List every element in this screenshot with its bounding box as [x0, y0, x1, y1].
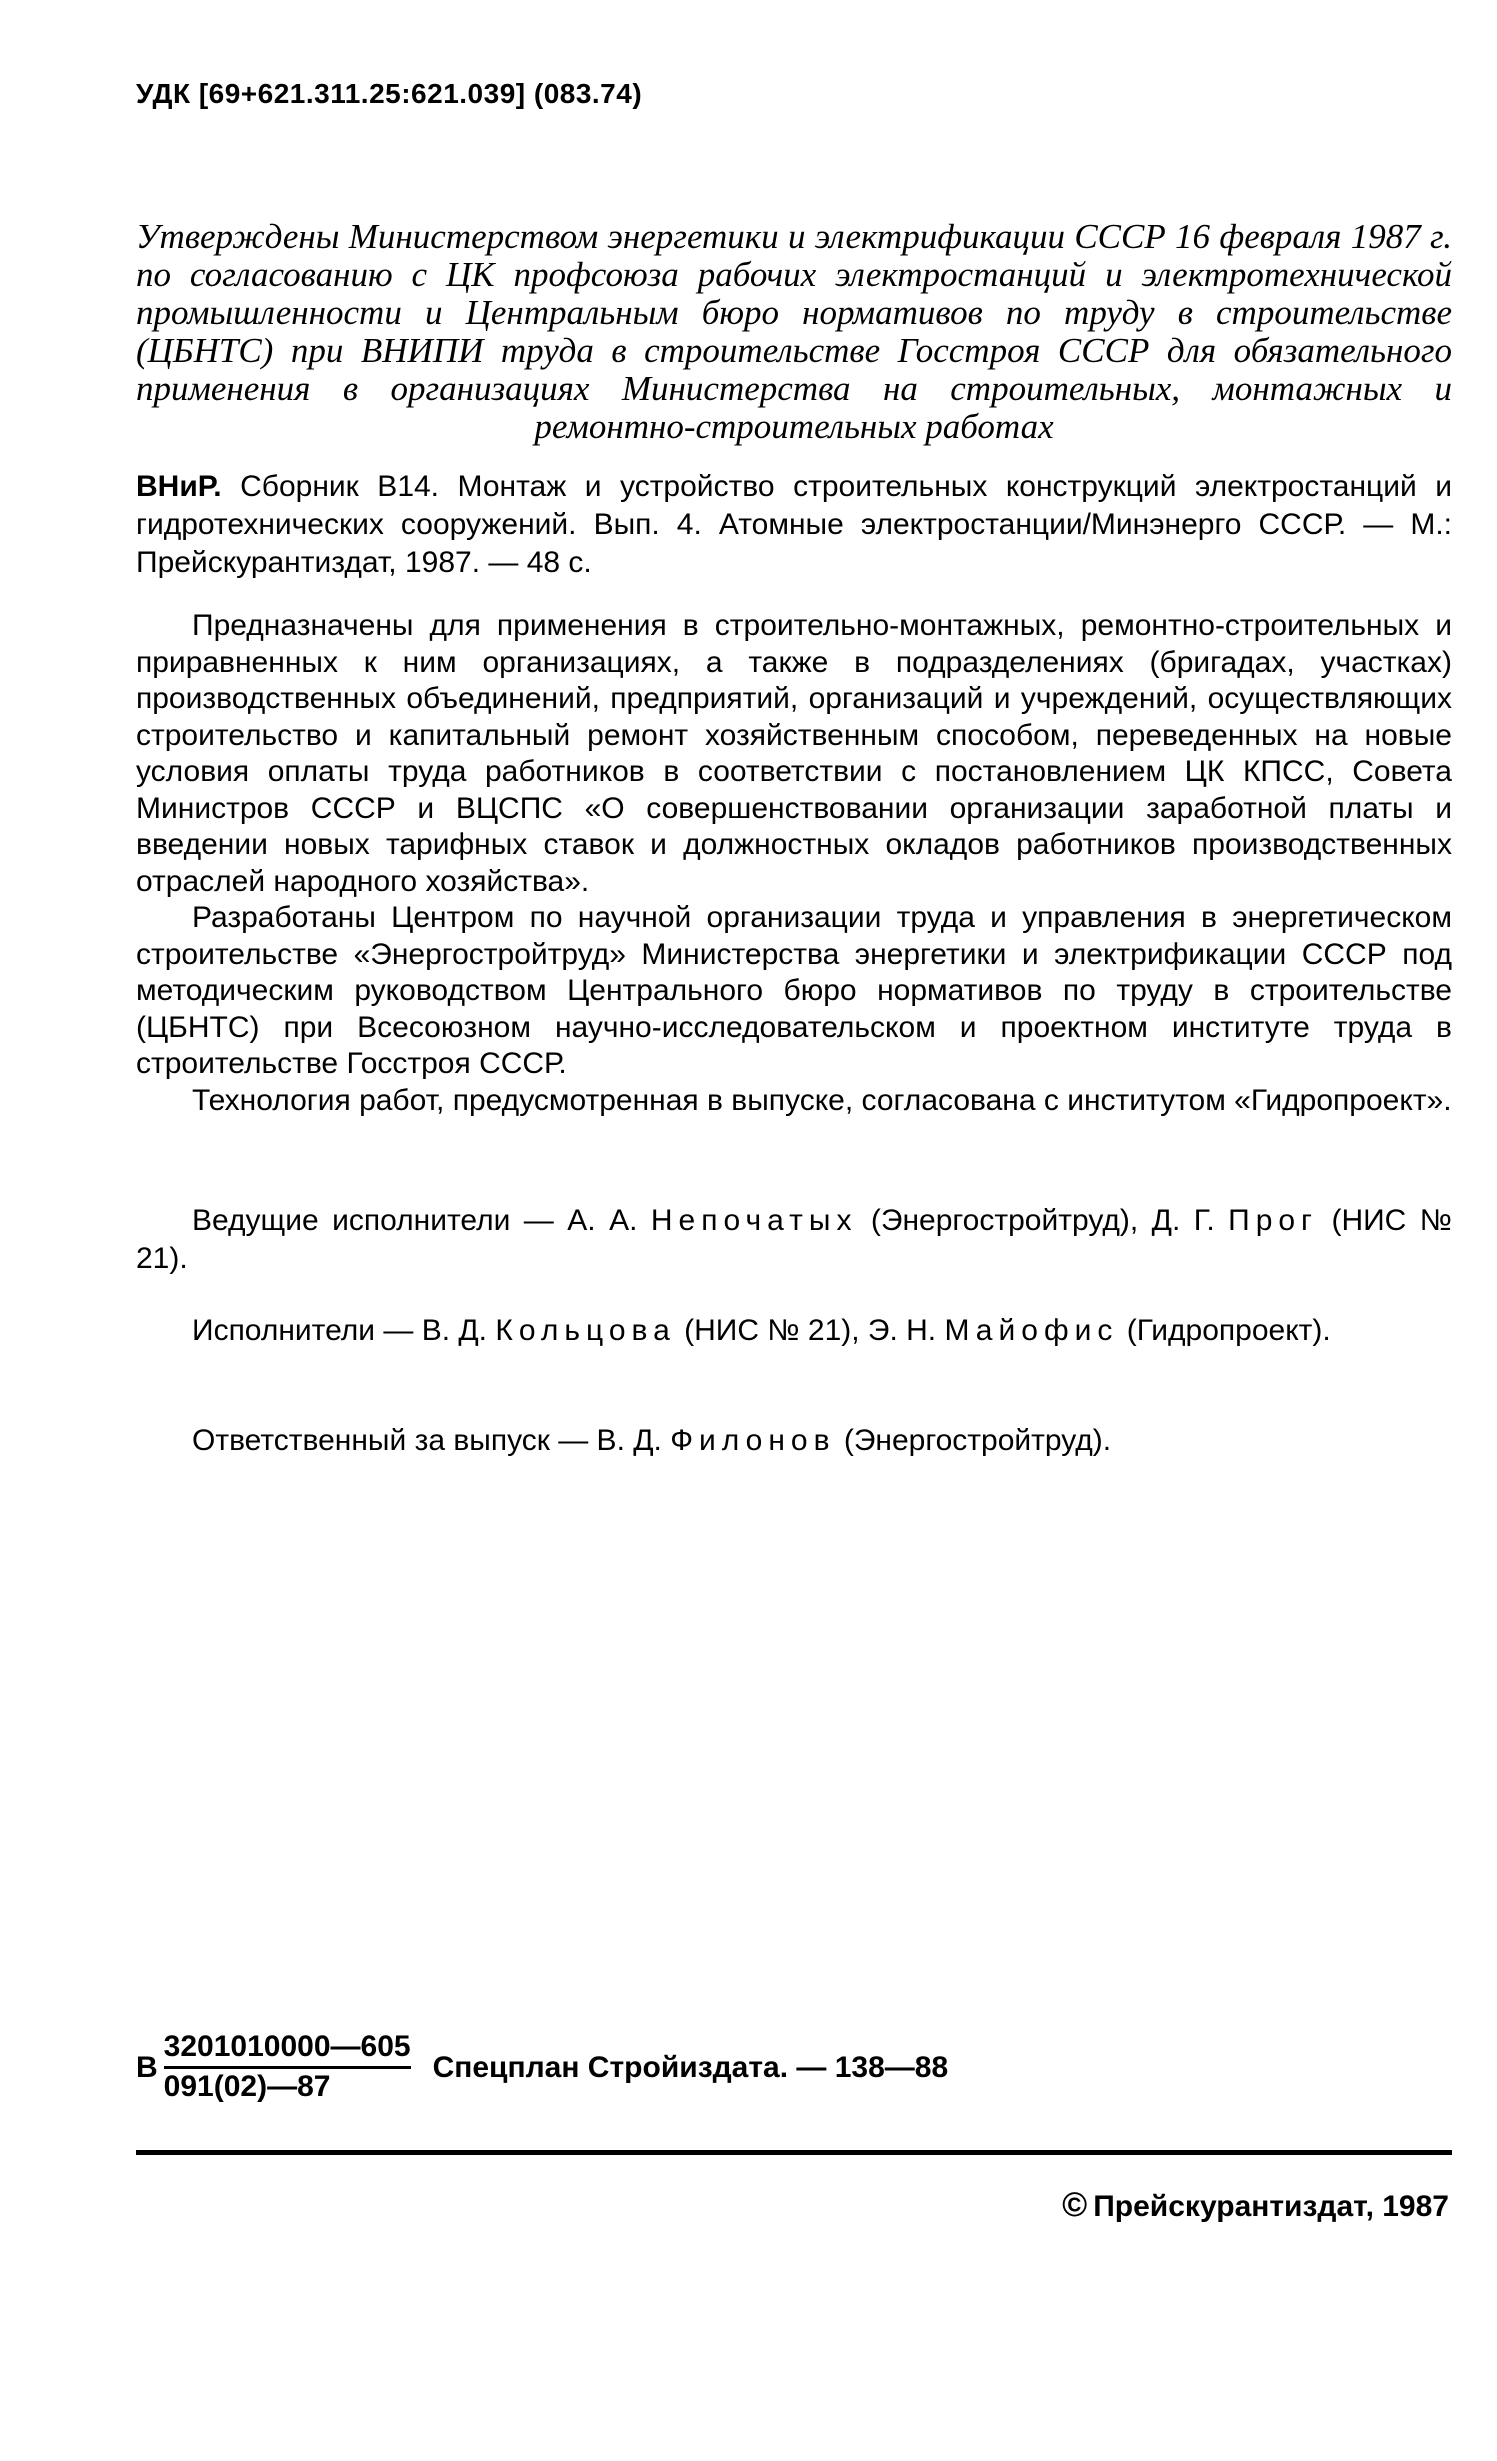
executors-name-1: Кольцова [495, 1314, 676, 1347]
lead-name-1: Непочатых [650, 1204, 858, 1237]
code-fraction [164, 2030, 411, 2105]
lead-mid: (Энергострoйтруд), Д. Г. [857, 1204, 1229, 1237]
code-denominator: 091(02)—87 [163, 2070, 331, 2103]
responsible-editor [136, 1422, 1452, 1460]
bibliographic-entry [136, 468, 1452, 582]
lead-executors [136, 1202, 1452, 1278]
responsible-tail: (Энергострoйтруд). [835, 1424, 1112, 1457]
main-text [136, 608, 1452, 1119]
copyright [1062, 2186, 1449, 2225]
copyright-icon: © [1062, 2186, 1088, 2224]
executors-label: Исполнители — В. Д. [192, 1314, 496, 1347]
code-label: Спецплан Стройиздата. — 138—88 [432, 2050, 949, 2084]
divider-line [136, 2150, 1452, 2155]
lead-label: Ведущие исполнители — А. А. [192, 1204, 651, 1237]
executors-tail: (Гидропроект). [1118, 1314, 1331, 1347]
code-letter: В [136, 2050, 158, 2084]
copyright-text: Прейскурантиздат, 1987 [1093, 2190, 1449, 2223]
lead-tail: (НИС № 21). [136, 1204, 1452, 1275]
executors-name-2: Майофис [944, 1314, 1119, 1347]
executors [136, 1312, 1452, 1350]
paragraph-developers: Разработаны Центром по научной организации труда и управления в энергетическом строительстве «Энергострoйтруд» Министерства энергетики и электрификации СССР под методическим руководством Центрального бюро нормативов по труду в строительстве (ЦБНТС) при Всесоюзном научно-исследовательском и проектном институте труда в строительстве Госстроя СССР. [136, 901, 1452, 1080]
responsible-name: Филонов [670, 1424, 836, 1457]
lead-name-2: Прог [1228, 1204, 1318, 1237]
paragraph-technology: Технология работ, предусмотренная в выпуске, согласована с институтом «Гидропроект». [192, 1083, 1452, 1117]
code-numerator: 3201010000—605 [164, 2030, 411, 2069]
approval-note: Утверждены Министерством энергетики и электрификации СССР 16 февраля 1987 г. по согласованию с ЦК профсоюза рабочих электростанций и электротехнической промышленности и Центральным бюро нормативов по труду в строительстве (ЦБНТС) при ВНИПИ труда в строительстве Госстроя СССР для обязательного применения в организациях Министерства на строительных, монтажных и ремонтно-строительных работах [136, 217, 1452, 446]
responsible-label: Ответственный за выпуск — В. Д. [192, 1424, 671, 1457]
bib-title: ВНиР. [136, 470, 222, 503]
executors-mid: (НИС № 21), Э. Н. [675, 1314, 945, 1347]
publication-code [136, 2030, 948, 2105]
udk-code: УДК [69+621.311.25:621.039] (083.74) [136, 78, 643, 109]
bib-text: Сборник В14. Монтаж и устройство строительных конструкций электростанций и гидротехнических сооружений. Вып. 4. Атомные электростанции/Минэнерго СССР. — М.: Прейскурантиздат, 1987. — 48 с. [136, 470, 1452, 579]
paragraph-purpose: Предназначены для применения в строительно-монтажных, ремонтно-строительных и приравненных к ним организациях, а также в подразделениях (бригадах, участках) производственных объединений, предприятий, организаций и учреждений, осуществляющих строительство и капитальный ремонт хозяйственным способом, переведенных на новые условия оплаты труда работников в соответствии с постановлением ЦК КПСС, Совета Министров СССР и ВЦСПС «О совершенствовании организации заработной платы и введении новых тарифных ставок и должностных окладов работников производственных отраслей народного хозяйства». [136, 609, 1452, 898]
